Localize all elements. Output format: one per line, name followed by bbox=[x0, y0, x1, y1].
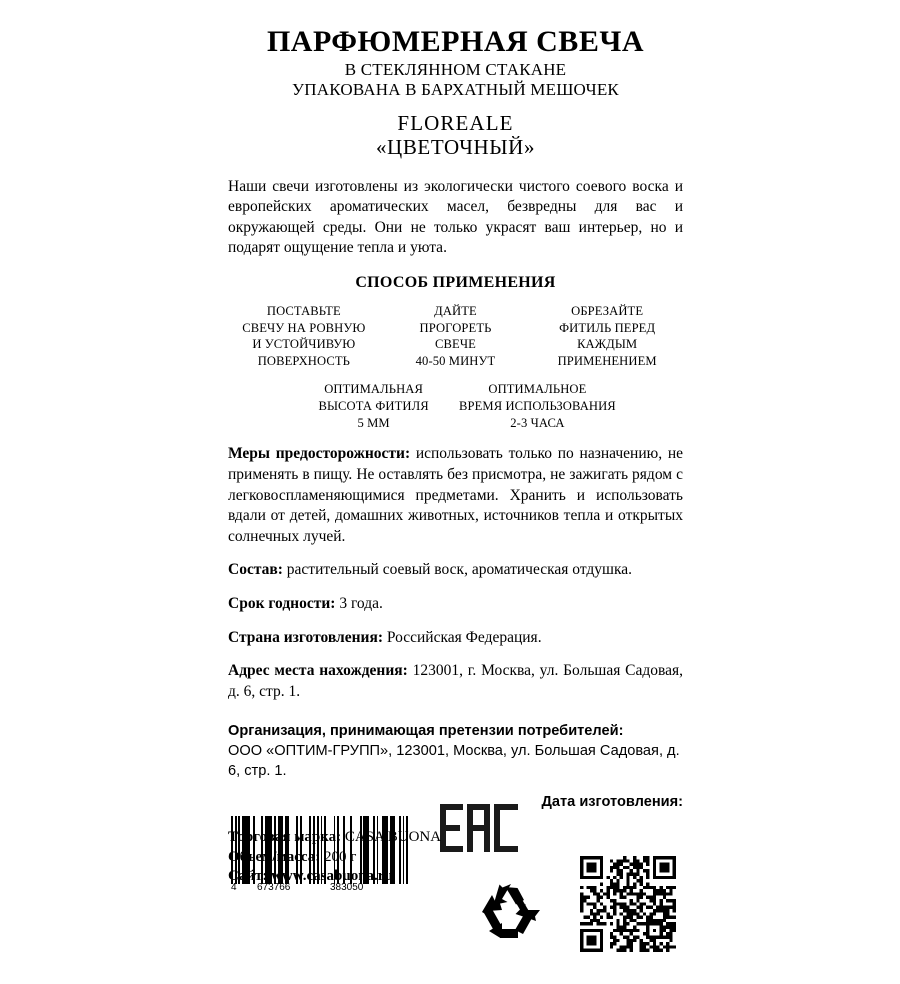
barcode-digits-right: 383050 bbox=[330, 881, 364, 893]
marks-area bbox=[228, 794, 683, 984]
country-paragraph bbox=[228, 628, 683, 649]
usage-row-secondary bbox=[228, 381, 683, 431]
usage-wick-height-line-2: ВЫСОТА ФИТИЛЯ bbox=[318, 399, 429, 414]
usage-step-1-line-4: ПОВЕРХНОСТЬ bbox=[257, 353, 350, 368]
site-value: www.casabuona.ru bbox=[267, 868, 393, 884]
precautions-paragraph bbox=[228, 444, 683, 547]
volume-label: Объем/масса: bbox=[228, 848, 321, 865]
usage-step-3-line-4: ПРИМЕНЕНИЕМ bbox=[557, 353, 657, 368]
usage-step-3 bbox=[531, 303, 683, 369]
usage-row-primary bbox=[228, 303, 683, 369]
usage-wick-height bbox=[292, 381, 456, 431]
usage-step-2-line-4: 40-50 МИНУТ bbox=[415, 353, 496, 368]
trademark-line bbox=[228, 828, 528, 848]
usage-step-2 bbox=[380, 303, 532, 369]
country-label: Страна изготовления: bbox=[228, 628, 383, 646]
footer-trade-info bbox=[228, 828, 528, 887]
composition-label: Состав: bbox=[228, 561, 283, 579]
precautions-label: Меры предосторожности: bbox=[228, 445, 411, 463]
qr-code-icon bbox=[580, 856, 676, 957]
precautions-text: использовать только по назначению, не применять в пищу. Не оставлять без присмотра, не зажигать рядом с легковоспламеняющимися предметами. Хранить и использовать вдали от детей, домашних животных, источников тепла и открытых солнечных лучей. bbox=[228, 445, 683, 545]
product-subtitle-line-2: УПАКОВАНА В БАРХАТНЫЙ МЕШОЧЕК bbox=[292, 79, 619, 99]
usage-burn-time bbox=[456, 381, 620, 431]
usage-heading: СПОСОБ ПРИМЕНЕНИЯ bbox=[355, 274, 556, 292]
volume-line bbox=[228, 848, 528, 868]
claims-text: ООО «ОПТИМ-ГРУПП», 123001, Москва, ул. Большая Садовая, д. 6, стр. 1. bbox=[228, 743, 680, 780]
brand-variant: «ЦВЕТОЧНЫЙ» bbox=[375, 135, 536, 160]
trademark-value: CASA BUONA bbox=[341, 829, 442, 845]
recycling-icon bbox=[480, 882, 542, 943]
address-text: 123001, г. Москва, ул. Большая Садовая, д. 6, стр. 1. bbox=[228, 662, 683, 700]
volume-value: 200 г bbox=[320, 848, 357, 865]
product-subtitle bbox=[228, 60, 683, 100]
claims-block bbox=[228, 722, 683, 782]
usage-burn-time-line-1: ОПТИМАЛЬНОЕ bbox=[488, 382, 587, 397]
barcode-digits-left: 673766 bbox=[257, 881, 291, 893]
composition-text: растительный соевый воск, ароматическая отдушка. bbox=[282, 561, 633, 579]
usage-step-1-line-2: СВЕЧУ НА РОВНУЮ bbox=[242, 320, 366, 335]
address-paragraph bbox=[228, 661, 683, 702]
site-line bbox=[228, 867, 528, 887]
claims-label: Организация, принимающая претензии потребителей: bbox=[228, 723, 624, 740]
usage-step-2-line-1: ДАЙТЕ bbox=[434, 304, 477, 319]
composition-paragraph bbox=[228, 560, 683, 581]
usage-burn-time-line-2: ВРЕМЯ ИСПОЛЬЗОВАНИЯ bbox=[459, 399, 616, 414]
barcode-digit-lead: 4 bbox=[231, 881, 237, 893]
usage-step-3-line-1: ОБРЕЗАЙТЕ bbox=[571, 304, 644, 319]
usage-step-1 bbox=[228, 303, 380, 369]
usage-step-1-line-3: И УСТОЙЧИВУЮ bbox=[252, 337, 356, 352]
manufacture-date-label: Дата изготовления: bbox=[541, 793, 683, 810]
usage-step-1-line-1: ПОСТАВЬТЕ bbox=[266, 304, 341, 319]
usage-step-2-line-2: ПРОГОРЕТЬ bbox=[419, 320, 492, 335]
usage-wick-height-value: 5 ММ bbox=[357, 415, 390, 430]
product-label bbox=[228, 0, 683, 900]
product-subtitle-line-1: В СТЕКЛЯННОМ СТАКАНЕ bbox=[344, 59, 567, 79]
usage-step-2-line-3: СВЕЧЕ bbox=[435, 337, 476, 352]
shelf-life-paragraph bbox=[228, 594, 683, 615]
brand-name: FLOREALE bbox=[397, 110, 514, 135]
shelf-life-text: 3 года. bbox=[335, 594, 383, 612]
shelf-life-label: Срок годности: bbox=[228, 594, 336, 612]
site-label: Сайт: bbox=[228, 868, 268, 884]
country-text: Российская Федерация. bbox=[383, 628, 542, 646]
trademark-label: Торговая марка: bbox=[228, 829, 342, 845]
usage-step-3-line-2: ФИТИЛЬ ПЕРЕД bbox=[559, 320, 656, 335]
brand-block bbox=[228, 111, 683, 160]
page-title: ПАРФЮМЕРНАЯ СВЕЧА bbox=[266, 25, 645, 58]
usage-step-3-line-3: КАЖДЫМ bbox=[577, 337, 638, 352]
intro-paragraph: Наши свечи изготовлены из экологически чистого соевого воска и европейских ароматических масел, безвредны для вас и окружающей среды. Они не только украсят ваш интерьер, но и подарят ощущение тепла и уюта. bbox=[228, 177, 683, 257]
usage-burn-time-value: 2-3 ЧАСА bbox=[510, 415, 565, 430]
usage-wick-height-line-1: ОПТИМАЛЬНАЯ bbox=[324, 382, 423, 397]
address-label: Адрес места нахождения: bbox=[228, 662, 408, 680]
